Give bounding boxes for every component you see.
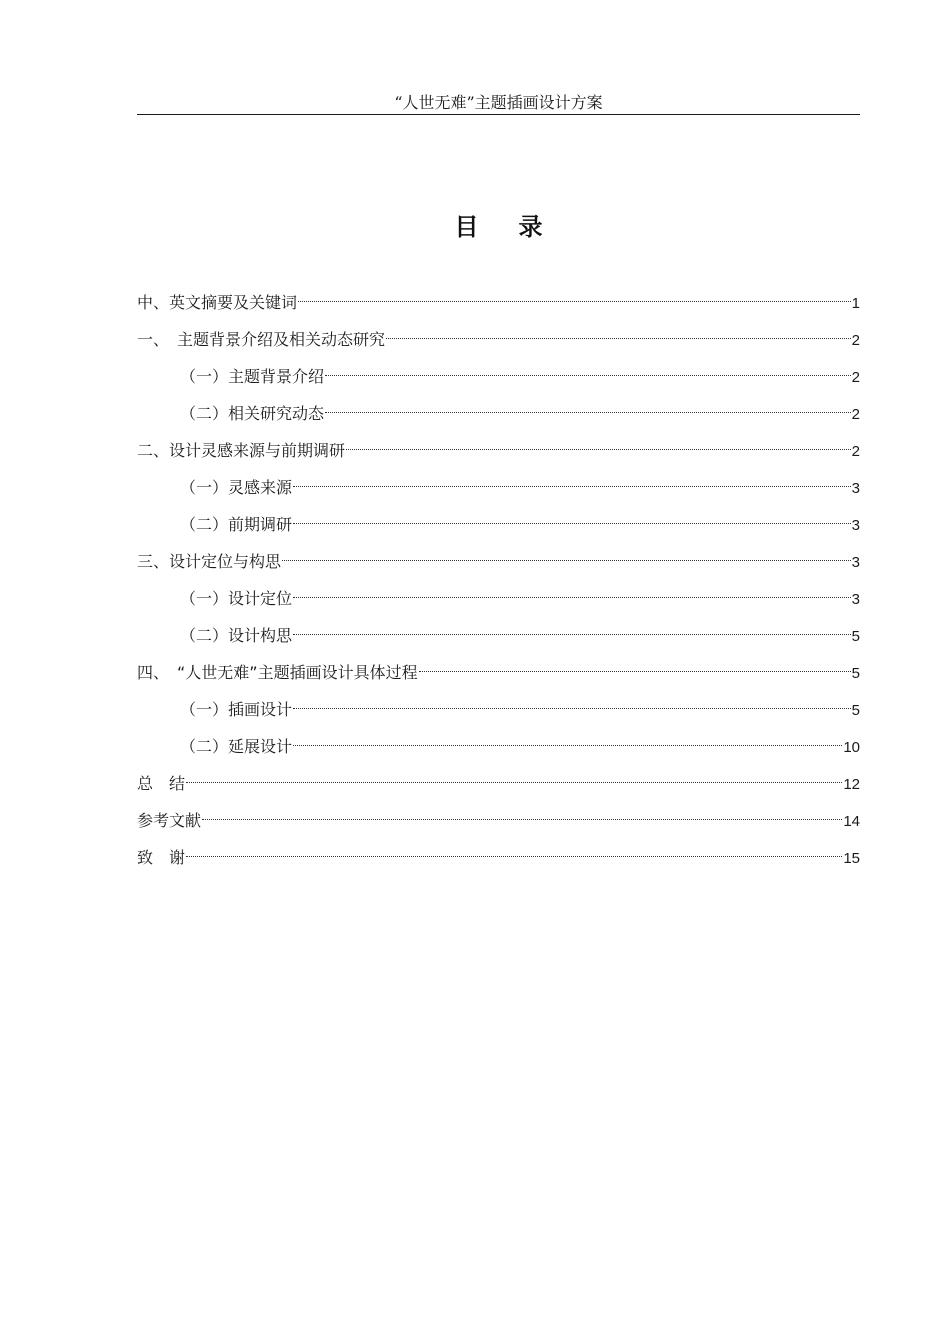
toc-entry-label: 总 结: [137, 774, 186, 793]
toc-entry-acknowledgements[interactable]: [137, 843, 860, 880]
toc-entry-3-1[interactable]: [137, 584, 860, 621]
toc-page-number: 5: [851, 628, 860, 645]
toc-entry-chapter-2[interactable]: [137, 436, 860, 473]
toc-entry-label: （二）前期调研: [180, 515, 293, 534]
toc-entry-summary[interactable]: [137, 769, 860, 806]
toc-entry-label: 一、 主题背景介绍及相关动态研究: [137, 330, 386, 349]
toc-page-number: 2: [851, 406, 860, 423]
dot-leader: [186, 782, 842, 783]
header-rule: [137, 114, 860, 115]
toc-page-number: 10: [843, 739, 860, 756]
toc-entry-label: 四、 “人世无难”主题插画设计具体过程: [137, 663, 418, 682]
toc-entry-4-1[interactable]: [137, 695, 860, 732]
toc-entry-chapter-4[interactable]: [137, 658, 860, 695]
toc-entry-1-2[interactable]: [137, 399, 860, 436]
toc-page-number: 2: [851, 369, 860, 386]
running-header: “人世无难”主题插画设计方案: [394, 93, 603, 112]
toc-entry-2-1[interactable]: [137, 473, 860, 510]
toc-entry-references[interactable]: [137, 806, 860, 843]
toc-title-char-1: 目: [454, 213, 479, 241]
toc-title-char-2: 录: [518, 213, 543, 241]
toc-entry-label: （一）灵感来源: [180, 478, 293, 497]
toc-entry-label: 中、英文摘要及关键词: [137, 293, 298, 312]
toc-page-number: 3: [851, 480, 860, 497]
dot-leader: [293, 745, 842, 746]
toc-entry-label: 致 谢: [137, 848, 186, 867]
dot-leader: [419, 671, 851, 672]
toc-entry-label: （一）主题背景介绍: [180, 367, 325, 386]
toc-page-number: 3: [851, 554, 860, 571]
dot-leader: [298, 301, 851, 302]
toc-page-number: 15: [843, 850, 860, 867]
toc-entry-3-2[interactable]: [137, 621, 860, 658]
toc-page-number: 12: [843, 776, 860, 793]
toc-page-number: 3: [851, 517, 860, 534]
toc-page-number: 3: [851, 591, 860, 608]
toc-entry-label: （二）设计构思: [180, 626, 293, 645]
toc-entry-2-2[interactable]: [137, 510, 860, 547]
toc-entry-abstract[interactable]: [137, 288, 860, 325]
toc-entry-label: （一）插画设计: [180, 700, 293, 719]
dot-leader: [386, 338, 851, 339]
toc-entry-chapter-1[interactable]: [137, 325, 860, 362]
toc-page-number: 14: [843, 813, 860, 830]
dot-leader: [293, 486, 851, 487]
dot-leader: [282, 560, 851, 561]
dot-leader: [202, 819, 842, 820]
dot-leader: [293, 708, 851, 709]
dot-leader: [293, 523, 851, 524]
toc-entry-chapter-3[interactable]: [137, 547, 860, 584]
toc-list: [137, 288, 860, 880]
toc-page-number: 5: [851, 665, 860, 682]
dot-leader: [293, 597, 851, 598]
toc-entry-label: 二、设计灵感来源与前期调研: [137, 441, 346, 460]
toc-entry-label: （一）设计定位: [180, 589, 293, 608]
toc-entry-label: （二）相关研究动态: [180, 404, 325, 423]
toc-page-number: 2: [851, 332, 860, 349]
toc-entry-label: （二）延展设计: [180, 737, 293, 756]
toc-page-number: 2: [851, 443, 860, 460]
toc-page-number: 5: [851, 702, 860, 719]
toc-entry-label: 参考文献: [137, 811, 202, 830]
toc-title: [0, 210, 950, 244]
dot-leader: [325, 412, 851, 413]
dot-leader: [186, 856, 842, 857]
toc-entry-4-2[interactable]: [137, 732, 860, 769]
toc-entry-1-1[interactable]: [137, 362, 860, 399]
toc-page-number: 1: [851, 295, 860, 312]
dot-leader: [325, 375, 851, 376]
dot-leader: [346, 449, 851, 450]
dot-leader: [293, 634, 851, 635]
toc-entry-label: 三、设计定位与构思: [137, 552, 282, 571]
